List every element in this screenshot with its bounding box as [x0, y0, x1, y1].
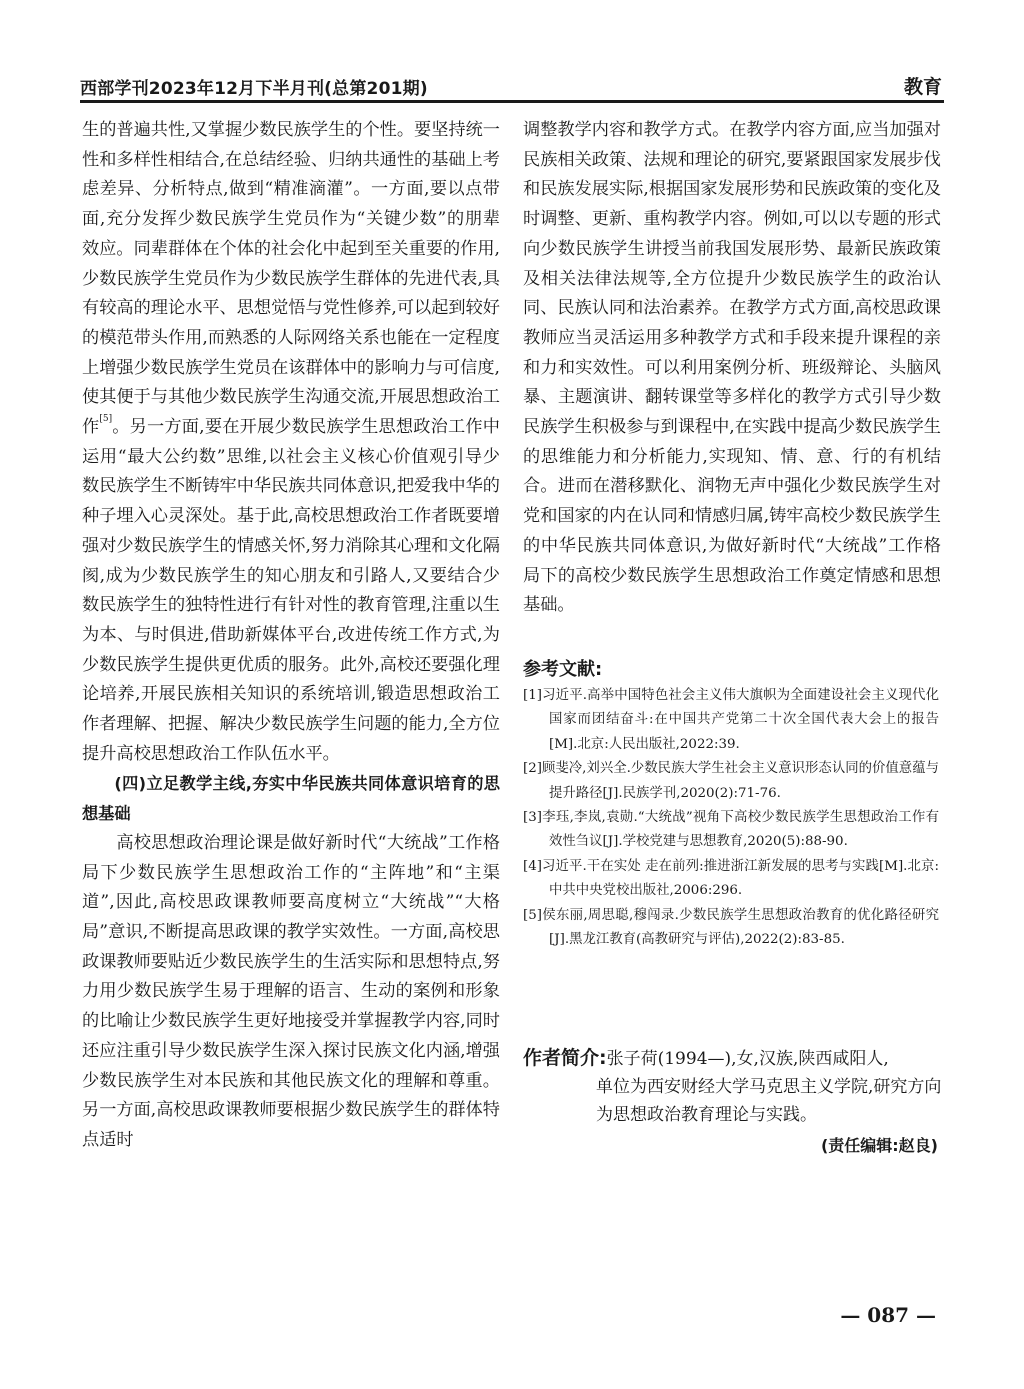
- responsible-editor: (责任编辑:赵良): [820, 1136, 938, 1155]
- references-title: 参考文献:: [523, 659, 603, 680]
- subsection-heading: (四)立足教学主线,夯实中华民族共同体意识培育的思想基础: [82, 774, 500, 824]
- author-bio-text: 单位为西安财经大学马克思主义学院,研究方向为思想政治教育理论与实践。: [596, 1077, 942, 1125]
- paragraph-text: 生的普遍共性,又掌握少数民族学生的个性。要坚持统一性和多样性相结合,在总结经验、归纳共通性的基础上考虑差异、分析特点,做到“精准滴灌”。一方面,要以点带面,充分发挥少数民族学生党员作为“关键少数”的朋辈效应。同辈群体在个体的社会化中起到至关重要的作用,少数民族学生党员作为少数民族学生群体的先进代表,具有较高的理论水平、思想觉悟与党性修养,可以起到较好的模范带头作用,而熟悉的人际网络关系也能在一定程度上增强少数民族学生党员在该群体中的影响力与可信度,使其便于与其他少数民族学生沟通交流,开展思想政治工作: [82, 120, 500, 438]
- right-column: [523, 116, 941, 621]
- reference-list: [523, 684, 939, 952]
- citation-marker: [5]: [99, 414, 113, 425]
- page-number: — 087 —: [840, 1303, 936, 1327]
- author-bio-text: 张子荷(1994—),女,汉族,陕西咸阳人,: [606, 1049, 889, 1069]
- journal-issue-title: 西部学刊2023年12月下半月刊(总第201期): [80, 79, 428, 99]
- reference-item: [3]李珏,李岚,袁勋.“大统战”视角下高校少数民族学生思想政治工作有效性刍议[J].学校党建与思想教育,2020(5):88-90.: [523, 810, 939, 850]
- paragraph: 高校思想政治理论课是做好新时代“大统战”工作格局下少数民族学生思想政治工作的“主阵地”和“主渠道”,因此,高校思政课教师要高度树立“大统战”“大格局”意识,不断提高思政课的教学实效性。一方面,高校思政课教师要贴近少数民族学生的生活实际和思想特点,努力用少数民族学生易于理解的语言、生动的案例和形象的比喻让少数民族学生更好地接受并掌握教学内容,同时还应注重引导少数民族学生深入探讨民族文化内涵,增强少数民族学生对本民族和其他民族文化的理解和尊重。另一方面,高校思政课教师要根据少数民族学生的群体特点适时: [82, 832, 500, 1150]
- reference-item: [5]侯东丽,周思聪,穆闯录.少数民族学生思想政治教育的优化路径研究[J].黑龙江教育(高教研究与评估),2022(2):83-85.: [523, 907, 939, 948]
- section-label: 教育: [903, 76, 942, 98]
- paragraph-text: 。另一方面,要在开展少数民族学生思想政治工作中运用“最大公约数”思维,以社会主义核心价值观引导少数民族学生不断铸牢中华民族共同体意识,把爱我中华的种子埋入心灵深处。基于此,高校思想政治工作者既要增强对少数民族学生的情感关怀,努力消除其心理和文化隔阂,成为少数民族学生的知心朋友和引路人,又要结合少数民族学生的独特性进行有针对性的教育管理,注重以生为本、与时俱进,借助新媒体平台,改进传统工作方式,为少数民族学生提供更优质的服务。此外,高校还要强化理论培养,开展民族相关知识的系统培训,锻造思想政治工作者理解、把握、解决少数民族学生问题的能力,全方位提升高校思想政治工作队伍水平。: [82, 417, 500, 764]
- running-header: [80, 70, 944, 103]
- reference-item: [1]习近平.高举中国特色社会主义伟大旗帜为全面建设社会主义现代化国家而团结奋斗:在中国共产党第二十次全国代表大会上的报告[M].北京:人民出版社,2022:39.: [523, 688, 939, 752]
- paragraph: 调整教学内容和教学方式。在教学内容方面,应当加强对民族相关政策、法规和理论的研究,要紧跟国家发展步伐和民族发展实际,根据国家发展形势和民族政策的变化及时调整、更新、重构教学内容。例如,可以以专题的形式向少数民族学生讲授当前我国发展形势、最新民族政策及相关法律法规等,全方位提升少数民族学生的政治认同、民族认同和法治素养。在教学方式方面,高校思政课教师应当灵活运用多种教学方式和手段来提升课程的亲和力和实效性。可以利用案例分析、班级辩论、头脑风暴、主题演讲、翻转课堂等多样化的教学方式引导少数民族学生积极参与到课程中,在实践中提高少数民族学生的思维能力和分析能力,实现知、情、意、行的有机结合。进而在潜移默化、润物无声中强化少数民族学生对党和国家的内在认同和情感归属,铸牢高校少数民族学生的中华民族共同体意识,为做好新时代“大统战”工作格局下的高校少数民族学生思想政治工作奠定情感和思想基础。: [523, 120, 941, 616]
- paragraph: [82, 116, 500, 769]
- left-column: [82, 116, 500, 1156]
- author-bio: [523, 1044, 943, 1129]
- reference-item: [4]习近平.干在实处 走在前列:推进浙江新发展的思考与实践[M].北京:中共中央党校出版社,2006:296.: [523, 858, 939, 899]
- author-bio-first-line: [523, 1044, 943, 1073]
- reference-item: [2]顾斐冷,刘兴全.少数民族大学生社会主义意识形态认同的价值意蕴与提升路径[J].民族学刊,2020(2):71-76.: [523, 761, 939, 801]
- author-bio-label: 作者简介:: [523, 1047, 607, 1069]
